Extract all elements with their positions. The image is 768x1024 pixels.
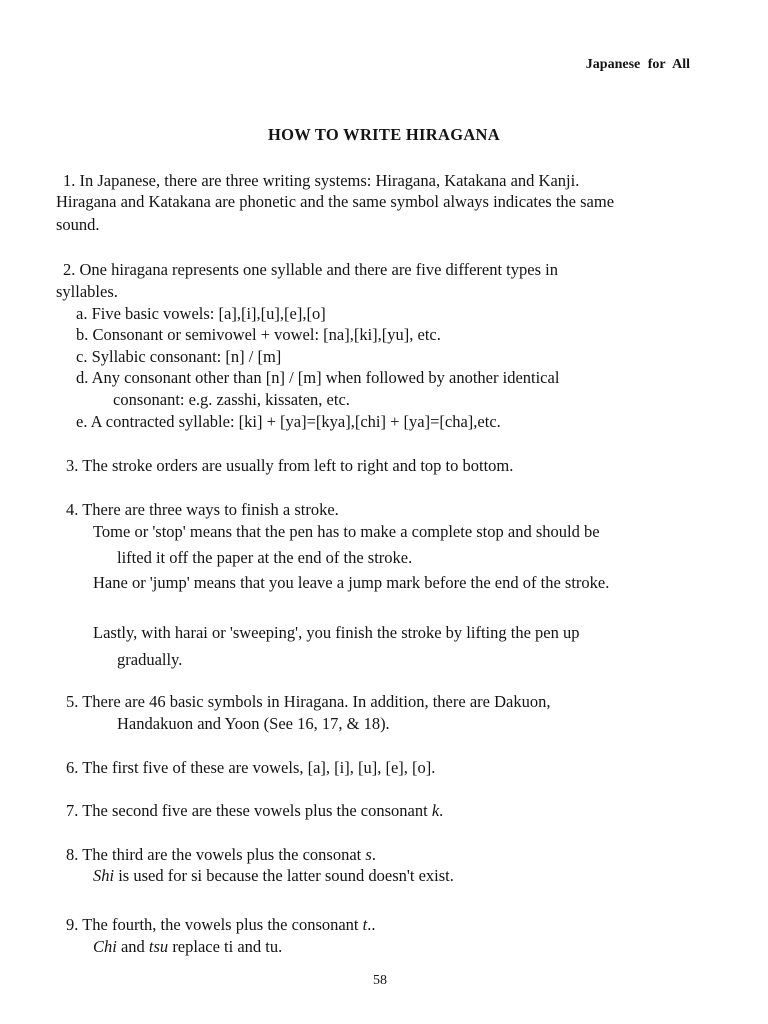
paragraph-3: 3. The stroke orders are usually from left to right and top to bottom. [66, 456, 514, 475]
paragraph-4-harai-continued: gradually. [117, 650, 183, 669]
page-title: HOW TO WRITE HIRAGANA [267, 125, 500, 144]
paragraph-9-line-2 [93, 937, 282, 957]
paragraph-8-line-2 [93, 866, 454, 886]
paragraph-1-line-3: sound. [56, 215, 100, 234]
paragraph-7-text: 7. The second five are these vowels plus the consonant [66, 801, 432, 820]
paragraph-8-variable: s [365, 845, 372, 864]
running-header: Japanese for All [585, 57, 690, 72]
paragraph-5-line-1: 5. There are 46 basic symbols in Hiragana. In addition, there are Dakuon, [66, 692, 551, 711]
list-item-a: a. Five basic vowels: [a],[i],[u],[e],[o] [76, 304, 326, 323]
paragraph-9-end: .. [367, 915, 376, 934]
paragraph-7-variable: k [431, 801, 440, 820]
paragraph-6: 6. The first five of these are vowels, [a], [i], [u], [e], [o]. [66, 758, 436, 777]
list-item-d-continued: consonant: e.g. zasshi, kissaten, etc. [113, 390, 350, 409]
paragraph-4-harai: Lastly, with harai or 'sweeping', you finish the stroke by lifting the pen up [93, 623, 580, 642]
list-item-b: b. Consonant or semivowel + vowel: [na],[ki],[yu], etc. [76, 325, 441, 344]
paragraph-4-hane: Hane or 'jump' means that you leave a jump mark before the end of the stroke. [93, 573, 610, 592]
paragraph-8-line-1 [66, 845, 376, 865]
paragraph-9-text: 9. The fourth, the vowels plus the consonant [66, 915, 363, 934]
paragraph-9-variable: t [362, 915, 368, 934]
paragraph-9-line-2-end: replace ti and tu. [168, 937, 283, 956]
paragraph-9-tsu: tsu [148, 937, 169, 956]
paragraph-2-line-2: syllables. [56, 282, 118, 301]
paragraph-8-end: . [371, 845, 376, 864]
paragraph-2-line-1: 2. One hiragana represents one syllable and there are five different types in [63, 260, 558, 279]
list-item-c: c. Syllabic consonant: [n] / [m] [76, 347, 282, 366]
page-number: 58 [373, 973, 387, 988]
paragraph-1-line-1: 1. In Japanese, there are three writing systems: Hiragana, Katakana and Kanji. [63, 171, 580, 190]
paragraph-8-shi: Shi [93, 866, 115, 885]
list-item-d: d. Any consonant other than [n] / [m] when followed by another identical [76, 368, 560, 387]
paragraph-4-tome-continued: lifted it off the paper at the end of the stroke. [117, 548, 413, 567]
paragraph-7-end: . [439, 801, 444, 820]
paragraph-8-line-2-text: is used for si because the latter sound doesn't exist. [114, 866, 454, 885]
paragraph-4-line-1: 4. There are three ways to finish a stroke. [66, 500, 339, 519]
paragraph-9-line-1 [66, 915, 376, 935]
paragraph-1-line-2: Hiragana and Katakana are phonetic and the same symbol always indicates the same [56, 192, 615, 211]
paragraph-9-chi: Chi [93, 937, 117, 956]
paragraph-5-line-2: Handakuon and Yoon (See 16, 17, & 18). [117, 714, 390, 733]
list-item-e: e. A contracted syllable: [ki] + [ya]=[kya],[chi] + [ya]=[cha],etc. [76, 412, 501, 431]
paragraph-4-tome: Tome or 'stop' means that the pen has to make a complete stop and should be [93, 522, 600, 541]
paragraph-9-and: and [116, 937, 149, 956]
paragraph-7 [66, 801, 443, 821]
paragraph-8-text: 8. The third are the vowels plus the consonat [66, 845, 366, 864]
